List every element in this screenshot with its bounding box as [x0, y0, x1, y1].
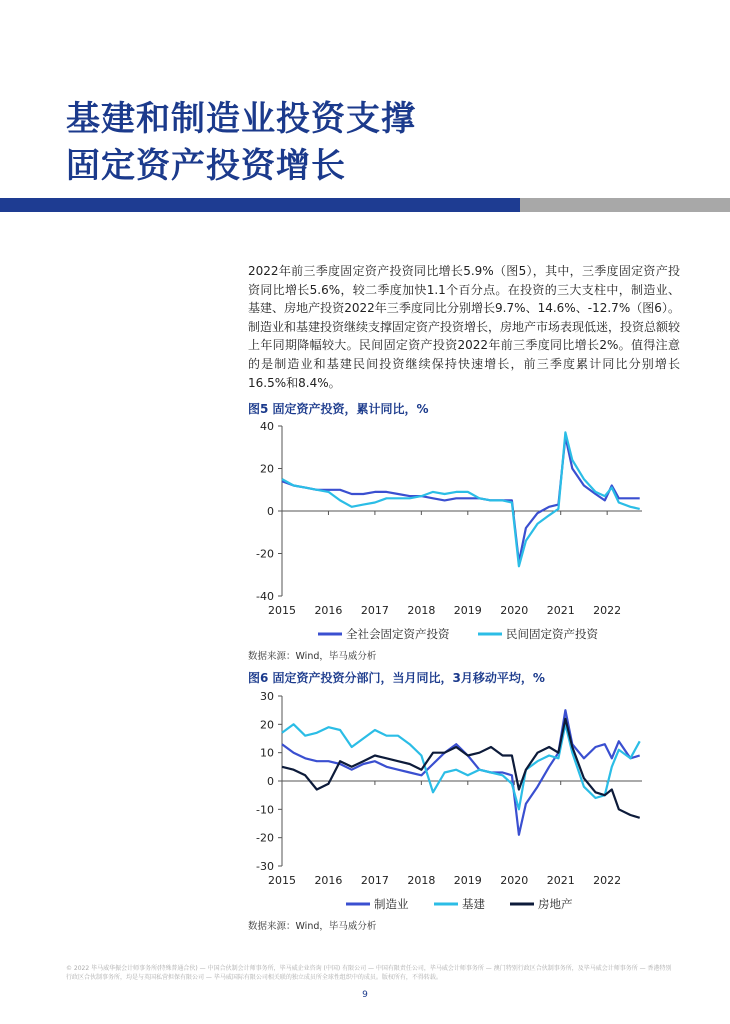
legend-label-3: 房地产 — [538, 897, 573, 911]
title-line-2: 固定资产投资增长 — [66, 146, 346, 186]
y-tick-label: 40 — [260, 420, 274, 433]
x-tick-label: 2021 — [546, 874, 575, 887]
x-tick-label: 2019 — [453, 874, 482, 887]
x-tick-label: 2015 — [268, 874, 296, 887]
x-tick-label: 2016 — [314, 874, 343, 887]
series-line-1 — [282, 437, 640, 562]
y-tick-label: -10 — [256, 803, 274, 817]
x-tick-label: 2016 — [314, 604, 343, 617]
y-tick-label: -30 — [256, 860, 274, 873]
y-tick-label: 10 — [260, 746, 274, 760]
x-tick-label: 2015 — [268, 604, 296, 617]
page-title — [66, 96, 416, 190]
y-tick-label: 20 — [260, 718, 274, 732]
footer-disclaimer: © 2022 毕马威华振会计师事务所(特殊普通合伙) — 中国合伙制会计师事务所，毕马威企业咨询 (中国) 有限公司 — 中国有限责任公司，毕马威会计师事务所 — 澳门特别行政区合伙制事务所，及毕马威会计师事务所 — 香港特别行政区合伙制事务所，均是与英国私营担保有限公司 — 毕马威国际有限公司相关联的独立成员所全球性组织中的成员。版权所有，不得转载。 — [66, 965, 672, 981]
fig6-chart — [240, 688, 660, 914]
x-tick-label: 2019 — [453, 604, 482, 617]
legend-label-2: 民间固定资产投资 — [506, 627, 598, 641]
y-tick-label: 20 — [260, 462, 274, 476]
x-tick-label: 2022 — [593, 874, 622, 887]
page-number: 9 — [362, 990, 368, 1000]
y-tick-label: -40 — [256, 590, 274, 603]
y-tick-label: 0 — [267, 505, 274, 518]
x-tick-label: 2021 — [546, 604, 575, 617]
series-line-3 — [282, 719, 640, 818]
y-tick-label: -20 — [256, 831, 274, 845]
series-line-2 — [282, 724, 640, 809]
x-tick-label: 2022 — [593, 604, 622, 617]
body-paragraph: 2022年前三季度固定资产投资同比增长5.9%（图5），其中，三季度固定资产投资同比增长5.6%，较二季度加快1.1个百分点。在投资的三大支柱中，制造业、基建、房地产投资2022年三季度同比分别增长9.7%、14.6%、-12.7%（图6）。制造业和基建投资继续支撑固定资产投资增长，房地产市场表现低迷，投资总额较上年同期降幅较大。民间固定资产投资2022年前三季度同比增长2%。值得注意的是制造业和基建民间投资继续保持快速增长，前三季度累计同比分别增长16.5%和8.4%。 — [248, 264, 681, 390]
x-tick-label: 2018 — [407, 874, 436, 887]
y-tick-label: 30 — [260, 690, 274, 703]
y-tick-label: -20 — [256, 547, 274, 561]
fig6-source: 数据来源：Wind，毕马威分析 — [248, 921, 377, 932]
fig5-chart — [240, 418, 660, 644]
header-bar-blue — [0, 198, 520, 212]
fig5-title: 图5 固定资产投资，累计同比，% — [248, 402, 429, 416]
x-tick-label: 2017 — [360, 874, 389, 887]
y-tick-label: 0 — [267, 775, 274, 788]
legend-label-1: 全社会固定资产投资 — [346, 627, 450, 641]
x-tick-label: 2020 — [500, 604, 529, 617]
x-tick-label: 2020 — [500, 874, 529, 887]
title-line-1: 基建和制造业投资支撑 — [66, 99, 416, 139]
header-bar-gray — [520, 198, 730, 212]
x-tick-label: 2017 — [360, 604, 389, 617]
fig6-title: 图6 固定资产投资分部门，当月同比，3月移动平均，% — [248, 671, 545, 685]
legend-label-1: 制造业 — [374, 897, 409, 911]
x-tick-label: 2018 — [407, 604, 436, 617]
fig5-source: 数据来源：Wind，毕马威分析 — [248, 651, 377, 662]
legend-label-2: 基建 — [462, 897, 485, 911]
